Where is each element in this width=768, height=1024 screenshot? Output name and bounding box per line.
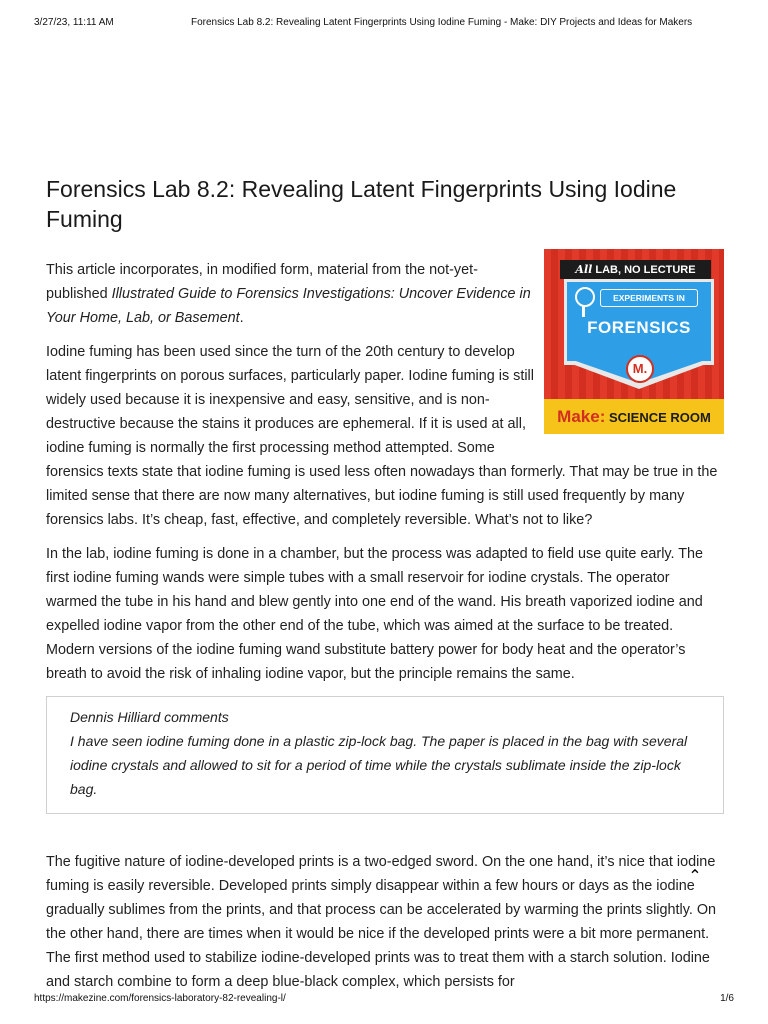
logo-science-room: SCIENCE ROOM <box>605 410 711 425</box>
logo-lab-text: LAB, NO LECTURE <box>592 264 696 276</box>
intro-text: This article incorporates, in modified form, material from the not-yet-published <box>46 262 478 302</box>
magnifier-icon <box>575 287 595 307</box>
paragraph-iodine-lab: In the lab, iodine fuming is done in a chamber, but the process was adapted to field use quite early. The first iodine fuming wands were simple tubes with a small reservoir for iodine crystals. The operator warmed the tube in his hand and blew gently into one end of the wand. His breath vaporized iodine and expelled iodine vapor from the other end of the tube, which was aimed at the surface to be treated. Modern versions of the iodine fuming wand substitute battery power for body heat and the operator’s breath to avoid the risk of inhaling iodine vapor, but the principle remains the same. <box>46 546 704 682</box>
chevron-up-icon[interactable]: ⌃ <box>688 866 702 885</box>
logo-experiments: EXPERIMENTS IN <box>600 289 698 307</box>
intro-book-title: Illustrated Guide to Forensics Investigations: Uncover Evidence in Your Home, Lab, or Basement <box>46 286 531 326</box>
expert-comment <box>46 696 724 814</box>
logo-bottom-bar <box>544 399 724 434</box>
print-footer <box>34 993 734 1007</box>
logo-lab-bar <box>560 260 711 279</box>
page-number: 1/6 <box>720 993 734 1004</box>
print-date: 3/27/23, 11:11 AM <box>34 17 114 28</box>
article-title: Forensics Lab 8.2: Revealing Latent Fingerprints Using Iodine Fuming <box>46 176 677 232</box>
intro-end: . <box>239 310 244 326</box>
print-doc-title: Forensics Lab 8.2: Revealing Latent Fingerprints Using Iodine Fuming - Make: DIY Projects and Ideas for Makers <box>191 17 693 28</box>
logo-all: All <box>575 263 593 276</box>
paragraph-iodine-history: Iodine fuming has been used since the turn of the 20th century to develop latent fingerprints on porous surfaces, particularly paper. Iodine fuming is still widely used because it is inexpensive and easy, sensitive, and is non-destructive because the stains it produces are ephemeral. If it is used at all, iodine fuming is normally the first processing method attempted. Some forensics texts state that iodine fuming is used less often nowadays than formerly. That may be true in the limited sense that there are now many alternatives, but iodine fuming is still used frequently by many forensics labs. It’s cheap, fast, effective, and completely reversible. What’s not to like? <box>46 344 718 528</box>
logo-make: Make: <box>557 407 606 426</box>
comment-author: Dennis Hilliard comments <box>70 709 229 725</box>
print-url: https://makezine.com/forensics-laboratory-82-revealing-l/ <box>34 993 286 1004</box>
article-body <box>46 258 724 1004</box>
promo-figure[interactable] <box>544 249 724 434</box>
logo-forensics: FORENSICS <box>587 318 691 337</box>
comment-text: I have seen iodine fuming done in a plastic zip-lock bag. The paper is placed in the bag with several iodine crystals and allowed to sit for a period of time while the crystals sublimate inside the zip-lock bag. <box>70 733 688 797</box>
make-m-icon: M. <box>626 355 654 383</box>
paragraph-fugitive-prints: The fugitive nature of iodine-developed prints is a two-edged sword. On the one hand, it’s nice that iodine fuming is easily reversible. Developed prints simply disappear within a few hours or days as the iodine gradually sublimes from the prints, and that process can be accelerated by warming the prints slightly. On the other hand, there are times when it would be nice if the developed prints were a bit more permanent. The first method used to stabilize iodine-developed prints was to treat them with a starch solution. Iodine and starch combine to form a deep blue-black complex, which persists for <box>46 854 717 990</box>
print-header <box>34 17 734 31</box>
make-science-room-logo <box>544 249 724 434</box>
